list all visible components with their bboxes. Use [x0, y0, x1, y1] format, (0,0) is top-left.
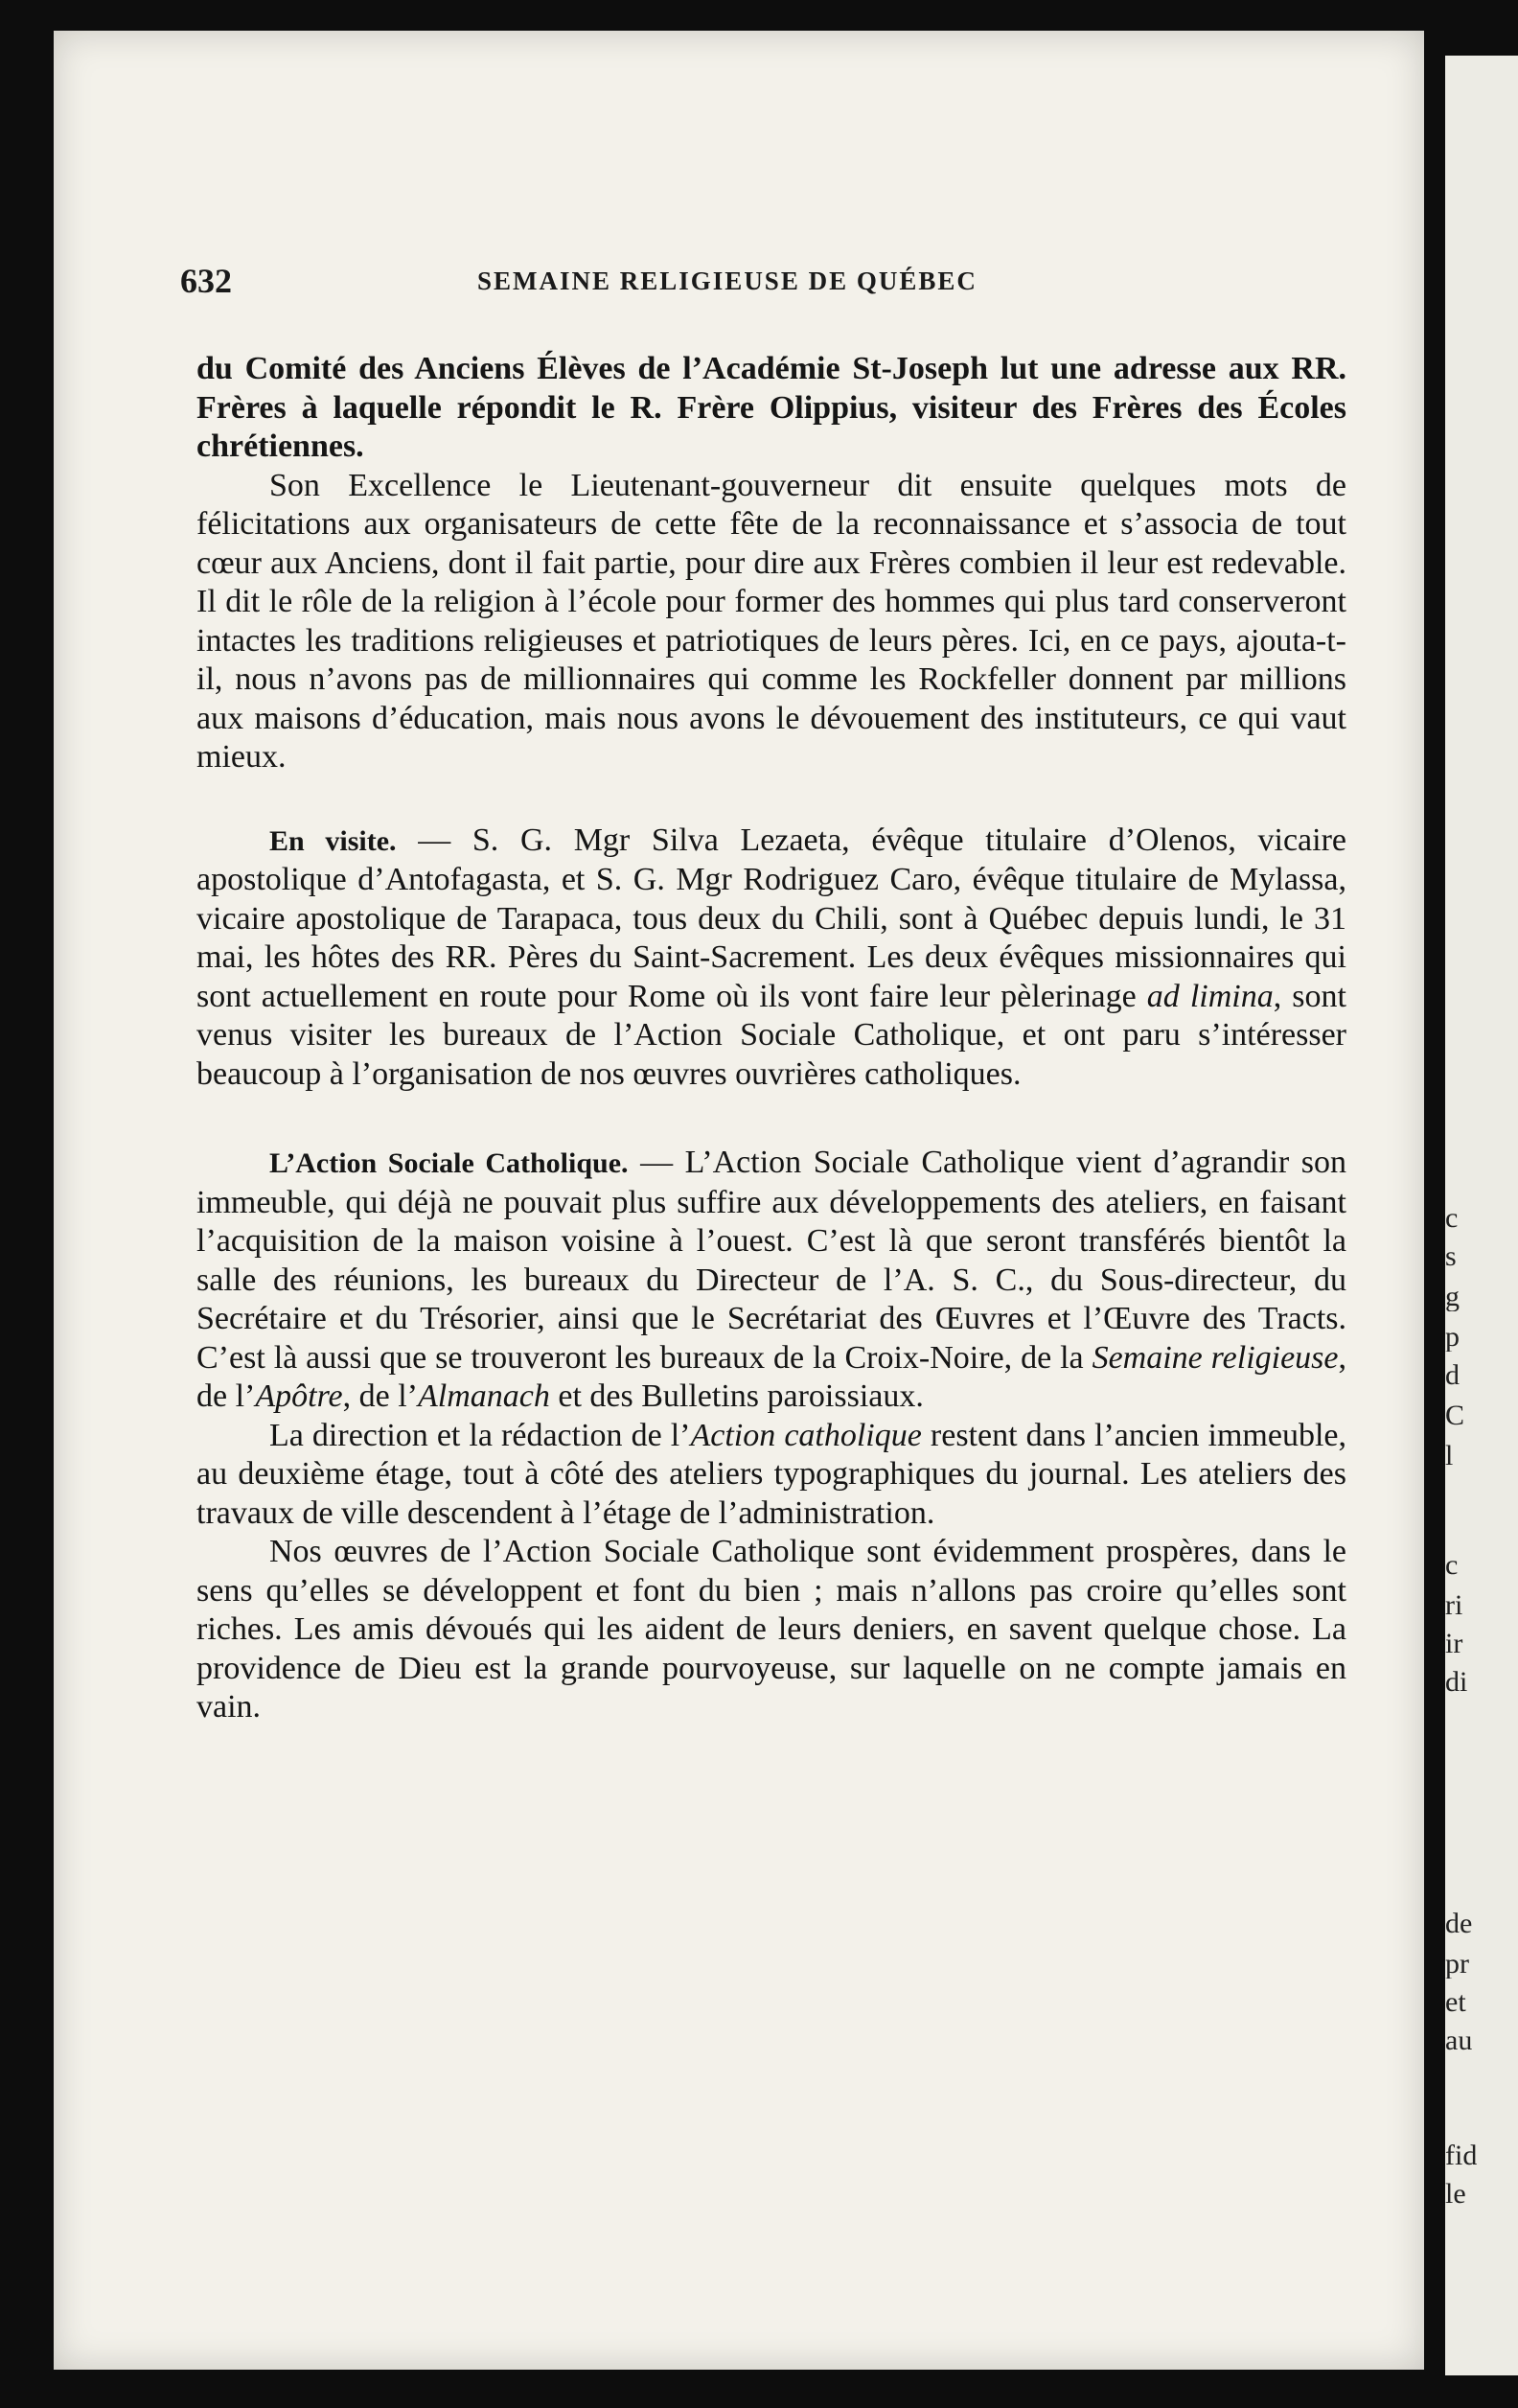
section-heading-action-sociale: L’Action Sociale Catholique. — [269, 1147, 629, 1179]
page-body — [196, 350, 1346, 1727]
margin-fragment: ir — [1445, 1630, 1463, 1658]
margin-fragment: d — [1445, 1361, 1460, 1390]
text-run: , de l’ — [342, 1378, 418, 1414]
paragraph-action-sociale — [196, 1144, 1346, 1417]
paragraph-en-visite — [196, 822, 1346, 1095]
margin-fragment: ri — [1445, 1591, 1463, 1620]
running-head: SEMAINE RELIGIEUSE DE QUÉBEC — [477, 266, 978, 295]
margin-fragment: di — [1445, 1668, 1468, 1697]
paragraph-direction — [196, 1417, 1346, 1534]
margin-fragment: et — [1445, 1988, 1466, 2017]
margin-fragment: c — [1445, 1551, 1459, 1580]
paragraph-continuation: du Comité des Anciens Élèves de l’Académie St-Joseph lut une adresse aux RR. Frères à laquelle répondit le R. Frère Olippius, visiteur des Frères des Écoles chrétiennes. — [196, 351, 1346, 464]
margin-fragment: p — [1445, 1323, 1460, 1352]
text-run: La direction et la rédaction de l’ — [269, 1417, 691, 1453]
page-number: 632 — [180, 262, 232, 300]
italic-run: Almanach — [418, 1378, 550, 1414]
margin-fragment: s — [1445, 1242, 1457, 1271]
adjacent-page-edge — [1445, 56, 1518, 2375]
margin-fragment: le — [1445, 2180, 1466, 2209]
margin-fragment: C — [1445, 1401, 1465, 1430]
section-heading-en-visite: En visite. — [269, 824, 397, 857]
paragraph-lieutenant-gouverneur: Son Excellence le Lieutenant-gouverneur dit ensuite quelques mots de félicitations aux organisateurs de cette fête de la reconnaissance et s’associa de tout cœur aux Anciens, dont il fait partie, pour dire aux Frères combien il leur est redevable. Il dit le rôle de la religion à l’école pour former des hommes qui plus tard conserveront intactes les traditions religieuses et patriotiques de leurs pères. Ici, en ce pays, ajouta-t-il, nous n’avons pas de millionnaires qui comme les Rockfeller donnent par millions aux maisons d’éducation, mais nous avons le dévouement des instituteurs, ce qui vaut mieux. — [196, 467, 1346, 775]
text-run: restent dans l’ancien immeuble, au deuxième étage, tout à côté des ateliers typographiques du journal. Les ateliers des travaux de ville descendent à l’étage de l’administration. — [196, 1417, 1346, 1531]
margin-fragment: l — [1445, 1442, 1454, 1470]
margin-fragment: pr — [1445, 1950, 1469, 1979]
margin-fragment: c — [1445, 1204, 1459, 1233]
italic-run: Action catholique — [690, 1417, 922, 1453]
text-run: — L’Action Sociale Catholique vient d’agrandir son immeuble, qui déjà ne pouvait plus suffire aux développements des ateliers, en faisant l’acquisition de la maison voisine à l’ouest. C’est là que seront transférés bientôt la salle des réunions, les bureaux du Directeur de l’A. S. C., du Sous-directeur, du Secrétaire et du Trésorier, ainsi que le Secrétariat des Œuvres et l’Œuvre des Tracts. C’est là aussi que se trouveront les bureaux de la Croix-Noire, de la — [196, 1145, 1346, 1376]
text-run: , de l’ — [196, 1339, 1346, 1414]
margin-fragment: fid — [1445, 2142, 1478, 2170]
page-header — [180, 261, 1359, 309]
italic-run: Semaine religieuse — [1092, 1339, 1339, 1376]
text-run: — S. G. Mgr Silva Lezaeta, évêque titulaire d’Olenos, vicaire apostolique d’Antofagasta, et S. G. Mgr Rodriguez Caro, évêque titulaire de Mylassa, vicaire apostolique de Tarapaca, tous deux du Chili, sont à Québec depuis lundi, le 31 mai, les hôtes des RR. Pères du Saint-Sacrement. Les deux évêques missionnaires qui sont actuellement en route pour Rome où ils vont faire leur pèlerinage — [196, 822, 1346, 1014]
margin-fragment: de — [1445, 1910, 1473, 1938]
margin-fragment: g — [1445, 1283, 1460, 1311]
text-run: et des Bulletins paroissiaux. — [549, 1378, 924, 1414]
margin-fragment: au — [1445, 2026, 1473, 2055]
paragraph-nos-oeuvres: Nos œuvres de l’Action Sociale Catholique sont évidemment prospères, dans le sens qu’elles se développent et font du bien ; mais n’allons pas croire qu’elles sont riches. Les amis dévoués qui les aident de leurs deniers, en savent quelque chose. La providence de Dieu est la grande pourvoyeuse, sur laquelle on ne compte jamais en vain. — [196, 1534, 1346, 1725]
italic-run: Apôtre — [255, 1378, 343, 1414]
text-run: , sont venus visiter les bureaux de l’Action Sociale Catholique, et ont paru s’intéresser beaucoup à l’organisation de nos œuvres ouvrières catholiques. — [196, 978, 1346, 1092]
italic-run: ad limina — [1146, 978, 1274, 1014]
